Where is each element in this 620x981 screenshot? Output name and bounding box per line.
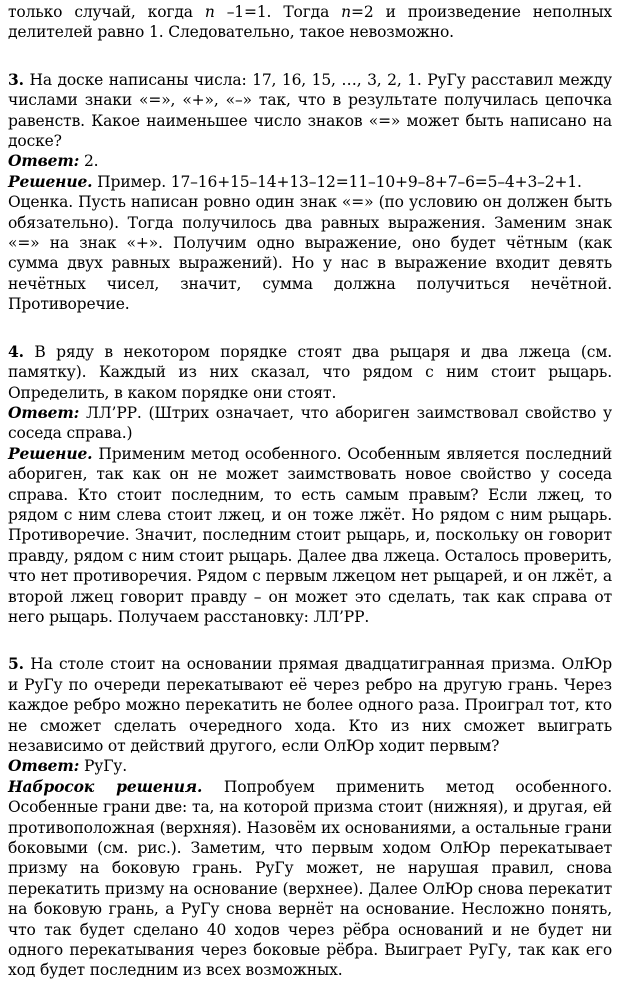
answer-label: Ответ: <box>8 151 80 171</box>
problem-3-solution <box>8 172 612 192</box>
solution-label: Решение. <box>8 443 93 463</box>
problem-4-answer <box>8 403 612 444</box>
answer-label: Ответ: <box>8 756 80 776</box>
problem-3-answer <box>8 151 612 171</box>
solution-text: Применим метод особенного. Особенным является последний абориген, так как он не может заимствовать новое свойство у соседа справа. Кто стоит последним, то есть самым правым? Если лжец, то рядом с ним слева стоит лжец, и он тоже лжёт. Но рядом с ним рыцарь. Противоречие. Значит, последним стоит рыцарь, и, поскольку он говорит правду, рядом с ним стоит рыцарь. Далее два лжеца. Осталось проверить, что нет противоречия. Рядом с первым лжецом нет рыцарей, и он лжёт, а второй лжец говорит правду – он может это сделать, так как справа от него рыцарь. Получаем расстановку: ЛЛ’РР. <box>8 444 612 626</box>
spacer <box>8 43 612 70</box>
intro-text: =2 и произведение неполных делителей равно 1. Следовательно, такое невозможно. <box>8 3 612 42</box>
intro-text: только случай, когда <box>8 3 205 21</box>
problem-4-question <box>8 342 612 403</box>
problem-3-question <box>8 70 612 152</box>
variable-n: n <box>341 3 352 21</box>
solution-text: Оценка. Пусть написан ровно один знак «=» (по условию он должен быть обязательно). Тогда получилось два равных выражения. Заменим знак «=» на знак «+». Получим одно выражение, оно будет чётным (как сумма двух равных выражений). Но у нас в выражение входит девять нечётных чисел, значит, сумма должна получиться нечётной. Противоречие. <box>8 193 612 314</box>
problem-5-answer <box>8 756 612 776</box>
problem-5-solution <box>8 777 612 981</box>
solution-text: Пример. 17–16+15–14+13–12=11–10+9–8+7–6=5–4+3–2+1. <box>92 172 582 191</box>
spacer <box>8 315 612 342</box>
problem-3-estimate <box>8 192 612 314</box>
solution-text: Попробуем применить метод особенного. Особенные грани две: та, на которой призма стоит (нижняя), и другая, ей противоположная (верхняя). Назовём их основаниями, а остальные грани боковыми (см. рис.). Заметим, что первым ходом ОлЮр перекатывает призму на боковую грань. РуГу может, не нарушая правил, снова перекатить призму на основание (верхнее). Далее ОлЮр снова перекатит на боковую грань, а РуГу снова вернёт на основание. Несложно понять, что так будет сделано 40 ходов через рёбра оснований и не будет ни одного перекатывания через боковые рёбра. Выиграет РуГу, так как его ход будет последним из всех возможных. <box>8 777 613 980</box>
answer-text: 2. <box>79 152 99 171</box>
variable-n: n <box>204 3 215 21</box>
question-text: На столе стоит на основании прямая двадцатигранная призма. ОлЮр и РуГу по очереди перекатывают её через ребро на другую грань. Через каждое ребро можно перекатить не более одного раза. Проиграл тот, кто не сможет сделать очередного хода. Кто из них сможет выиграть независимо от действий другого, если ОлЮр ходит первым? <box>8 655 612 755</box>
intro-text: –1=1. Тогда <box>214 3 342 21</box>
answer-text: РуГу. <box>79 757 128 776</box>
intro-paragraph <box>8 2 612 43</box>
problem-4-solution <box>8 444 612 628</box>
problem-number: 5. <box>8 654 24 674</box>
solution-label: Решение. <box>8 171 93 191</box>
answer-text: ЛЛ’РР. (Штрих означает, что абориген заимствовал свойство у соседа справа.) <box>8 403 612 443</box>
solution-label: Набросок решения. <box>8 776 203 796</box>
spacer <box>8 627 612 654</box>
problem-number: 4. <box>8 341 24 361</box>
question-text: На доске написаны числа: 17, 16, 15, …, 3, 2, 1. РуГу расставил между числами знаки «=», «+», «–» так, что в результате получилась цепочка равенств. Какое наименьшее число знаков «=» может быть написано на доске? <box>8 70 612 151</box>
problem-number: 3. <box>8 69 24 89</box>
problem-5-question <box>8 654 612 756</box>
question-text: В ряду в некотором порядке стоят два рыцаря и два лжеца (см. памятку). Каждый из них сказал, что рядом с ним стоит рыцарь. Определить, в каком порядке они стоят. <box>8 342 612 402</box>
answer-label: Ответ: <box>8 402 80 422</box>
